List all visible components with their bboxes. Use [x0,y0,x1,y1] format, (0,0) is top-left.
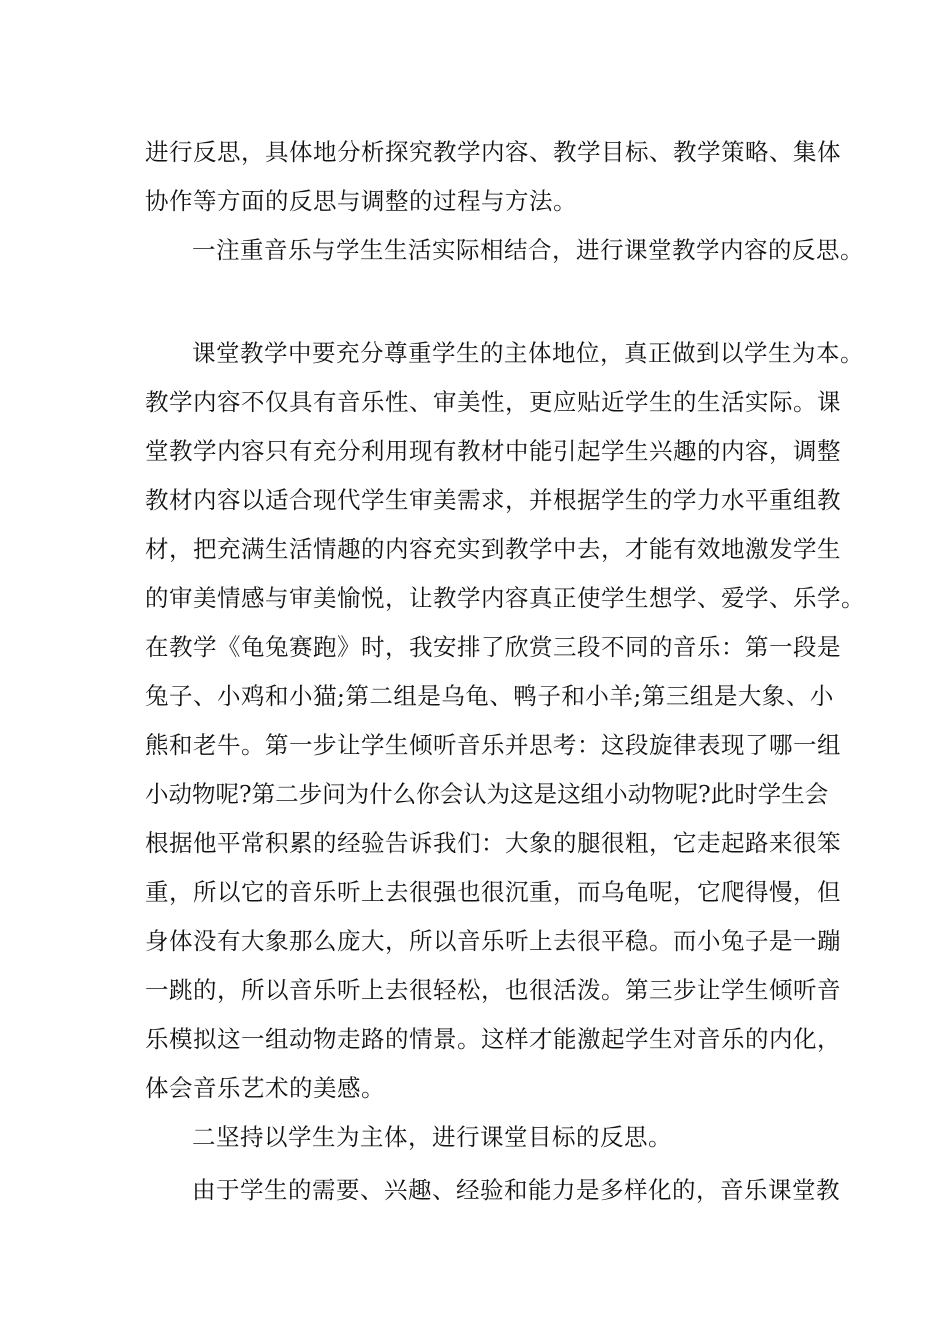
text-line: 协作等方面的反思与调整的过程与方法。 [145,187,577,215]
paragraph-first-line: 课堂教学中要充分尊重学生的主体地位，真正做到以学生为本。 [192,339,864,367]
text-line: 乐模拟这一组动物走路的情景。这样才能激起学生对音乐的内化， [145,1025,841,1053]
text-line: 兔子、小鸡和小猫;第二组是乌龟、鸭子和小羊;第三组是大象、小 [145,682,834,710]
text-line: 堂教学内容只有充分利用现有教材中能引起学生兴趣的内容，调整 [145,437,841,465]
text-line: 教学内容不仅具有音乐性、审美性，更应贴近学生的生活实际。课 [145,388,841,416]
text-line: 身体没有大象那么庞大，所以音乐听上去很平稳。而小兔子是一蹦 [145,927,841,955]
text-line: 一跳的，所以音乐听上去很轻松，也很活泼。第三步让学生倾听音 [145,976,841,1004]
text-line: 体会音乐艺术的美感。 [145,1074,385,1102]
section-heading: 一注重音乐与学生生活实际相结合，进行课堂教学内容的反思。 [192,236,864,264]
text-line: 熊和老牛。第一步让学生倾听音乐并思考：这段旋律表现了哪一组 [145,731,841,759]
text-line: 材，把充满生活情趣的内容充实到教学中去，才能有效地激发学生 [145,535,841,563]
section-heading: 二坚持以学生为主体，进行课堂目标的反思。 [192,1123,672,1151]
paragraph-first-line: 由于学生的需要、兴趣、经验和能力是多样化的，音乐课堂教 [192,1176,840,1204]
text-line: 小动物呢?第二步问为什么你会认为这是这组小动物呢?此时学生会 [145,780,829,808]
text-line: 的审美情感与审美愉悦，让教学内容真正使学生想学、爱学、乐学。 [145,584,865,612]
text-line: 重，所以它的音乐听上去很强也很沉重，而乌龟呢，它爬得慢，但 [145,878,841,906]
text-line: 在教学《龟兔赛跑》时，我安排了欣赏三段不同的音乐：第一段是 [145,633,841,661]
text-line: 教材内容以适合现代学生审美需求，并根据学生的学力水平重组教 [145,486,841,514]
text-line: 进行反思，具体地分析探究教学内容、教学目标、教学策略、集体 [145,138,841,166]
text-line: 根据他平常积累的经验告诉我们：大象的腿很粗，它走起路来很笨 [145,829,841,857]
